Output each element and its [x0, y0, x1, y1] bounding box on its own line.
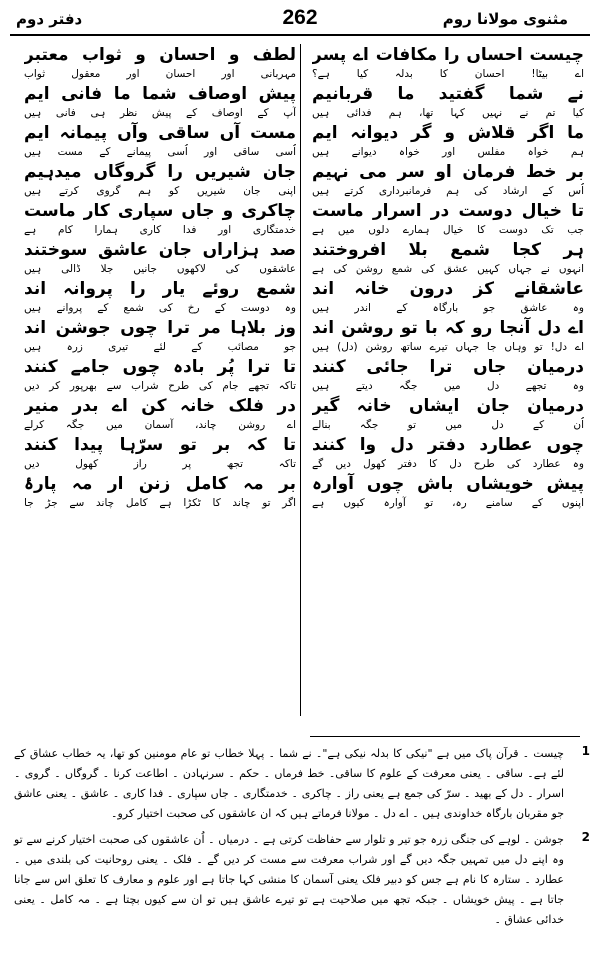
verse-line: تا خیال دوست در اسرار ماست [312, 201, 584, 221]
verse-line: شمع روئے یار را پروانہ اند [24, 279, 296, 299]
verse-line: چیست احساں را مکافات اے پسر [312, 45, 584, 65]
verse-line: درمیان جان ایشاں خانہ گیر [312, 396, 584, 416]
verse-line: اے دل آنجا رو کہ با تو روشن اند [312, 318, 584, 338]
footnote-text: جوشن ۔ لوہے کی جنگی زرہ جو تیر و تلوار سے حفاظت کرتی ہے ۔ درمیاں ۔ اُن عاشقوں کی صحبت اختیار کرنے سے تو وہ اپنے دل میں تمہیں جگہ دیں گے اور شراب معرفت سے مست کر دیں گے ۔ فلک ۔ یعنی روحانیت کی بلندی میں ۔ عطارد ۔ ستارہ کا نام ہے جس کو دبیر فلک یعنی آسمان کا منشی کہا جاتا ہے اور علوم و معارف کا تعلق اس سے جانا جاتا ہے ۔ پیش خویشاں ۔ جبکہ تجھ میں صلاحیت ہے تو تیرے عاشق ہیں تو ان سے کیوں بچتا ہے ۔ مہ کامل ۔ یعنی خدائی عشاق ۔ [14, 833, 564, 926]
verse-translation: اُسی ساقی اور اُسی پیمانے کے مست ہیں [24, 146, 296, 158]
footnote [14, 830, 590, 930]
verse-line: در فلک خانہ کن اے بدر منیر [24, 396, 296, 416]
verse-line: بر خط فرمان او سر می نہیم [312, 162, 584, 182]
verse-translation: آپ کے اوصاف کے پیش نظر ہی فانی ہیں [24, 107, 296, 119]
volume-label: دفتر دوم [16, 10, 83, 28]
verse-line: درمیان جاں ترا جائی کنند [312, 357, 584, 377]
verse-line: بر مہ کامل زنن ار مہ پارۂ [24, 474, 296, 494]
verse-translation: خدمتگاری اور فدا کاری ہمارا کام ہے [24, 224, 296, 236]
footnote-marker: 1 [581, 744, 590, 758]
column-divider [300, 44, 301, 716]
page-number: 262 [282, 6, 318, 29]
verse-columns [10, 44, 590, 724]
verse-line: تا کہ بر تو سرّہا پیدا کنند [24, 435, 296, 455]
verse-line: جان شیریں را گروگاں میدہیم [24, 162, 296, 182]
verse-translation: اپنی جان شیریں کو ہم گروی کرتے ہیں [24, 185, 296, 197]
verse-line: چاکری و جاں سپاری کار ماست [24, 201, 296, 221]
verse-translation: اپنوں کے سامنے رہ، تو آوارہ کیوں ہے [312, 497, 584, 509]
right-verse-column [312, 44, 584, 512]
footnote [14, 744, 590, 824]
verse-translation: اے دل! تو وہاں جا جہاں تیرے ساتھ روشن (دل) ہیں [312, 341, 584, 353]
verse-translation: اُس کے ارشاد کی ہم فرمانبرداری کرتے ہیں [312, 185, 584, 197]
verse-translation: تاکہ تجھے جام کی طرح شراب سے بھرپور کر دیں [24, 380, 296, 392]
footnote-marker: 2 [581, 830, 590, 844]
footnotes-section [14, 744, 590, 936]
verse-translation: جو مصائب کے لئے تیری زرہ ہیں [24, 341, 296, 353]
verse-translation: اے بیٹا! احسان کا بدلہ کیا ہے؟ [312, 68, 584, 80]
verse-line: لطف و احسان و ثواب معتبر [24, 45, 296, 65]
verse-translation: جب تک دوست کا خیال ہمارے دلوں میں ہے [312, 224, 584, 236]
verse-translation: مہربانی اور احسان اور معقول ثواب [24, 68, 296, 80]
verse-line: پیش اوصاف شما ما فانی ایم [24, 84, 296, 104]
verse-translation: وہ عاشق جو بارگاہ کے اندر ہیں [312, 302, 584, 314]
verse-translation: وہ عطارد کی طرح دل کا دفتر کھول دیں گے [312, 458, 584, 470]
verse-line: ما اگر قلاش و گر دیوانہ ایم [312, 123, 584, 143]
verse-line: عاشقانے کز درون خانہ اند [312, 279, 584, 299]
verse-translation: ہم خواہ مفلس اور خواہ دیوانے ہیں [312, 146, 584, 158]
verse-translation: اگر تو چاند کا ٹکڑا ہے کامل چاند سے جڑ جا [24, 497, 296, 509]
verse-translation: اے روشن چاند، آسمان میں جگہ کرلے [24, 419, 296, 431]
verse-translation: انہوں نے جہاں کہیں عشق کی شمع روشن کی ہے [312, 263, 584, 275]
verse-translation: تاکہ تجھ پر راز کھول دیں [24, 458, 296, 470]
verse-translation: وہ دوست کے رخ کی شمع کے پروانے ہیں [24, 302, 296, 314]
book-title: مثنوی مولانا روم [442, 10, 568, 28]
verse-line: تا ترا پُر بادہ چوں جامے کنند [24, 357, 296, 377]
verse-line: نے شما گفتید ما قربانیم [312, 84, 584, 104]
verse-line: پیش خویشاں باش چوں آوارہ [312, 474, 584, 494]
verse-line: صد ہزاراں جان عاشق سوختند [24, 240, 296, 260]
footnote-divider [310, 736, 580, 737]
footnote-text: چیست ۔ قرآن پاک میں ہے "نیکی کا بدلہ نیکی ہے"۔ نے شما ۔ پہلا خطاب تو عام مومنین کو تھا، یہ خطاب عشاق کے لئے ہے۔ ساقی ۔ یعنی معرفت کے علوم کا ساقی۔ خط فرماں ۔ حکم ۔ سرنہادن ۔ اطاعت کرنا ۔ گروگاں ۔ گروی ۔ اسرار ۔ دل کے بھید ۔ سرّ کی جمع ہے یعنی راز ۔ چاکری ۔ خدمتگاری ۔ جاں سپاری ۔ فدا کاری ۔ عاشق ۔ یعنی عاشق جو مقربان بارگاہ خداوندی ہیں ۔ اے دل ۔ مولانا فرماتے ہیں کہ ان عاشقوں کی صحبت اختیار کرو۔ [14, 747, 564, 820]
verse-translation: اُن کے دل میں تو جگہ بنالے [312, 419, 584, 431]
left-verse-column [24, 44, 296, 512]
header-divider [10, 34, 590, 36]
verse-translation: کیا تم نے نہیں کہا تھا، ہم فدائی ہیں [312, 107, 584, 119]
verse-line: چوں عطارد دفتر دل وا کنند [312, 435, 584, 455]
verse-line: وز بلاہا مر ترا چوں جوشن اند [24, 318, 296, 338]
verse-line: مست آں ساقی وآں پیمانہ ایم [24, 123, 296, 143]
verse-translation: وہ تجھے دل میں جگہ دیتے ہیں [312, 380, 584, 392]
verse-line: ہر کجا شمع بلا افروختند [312, 240, 584, 260]
page-header [10, 4, 590, 34]
verse-translation: عاشقوں کی لاکھوں جانیں جلا ڈالی ہیں [24, 263, 296, 275]
